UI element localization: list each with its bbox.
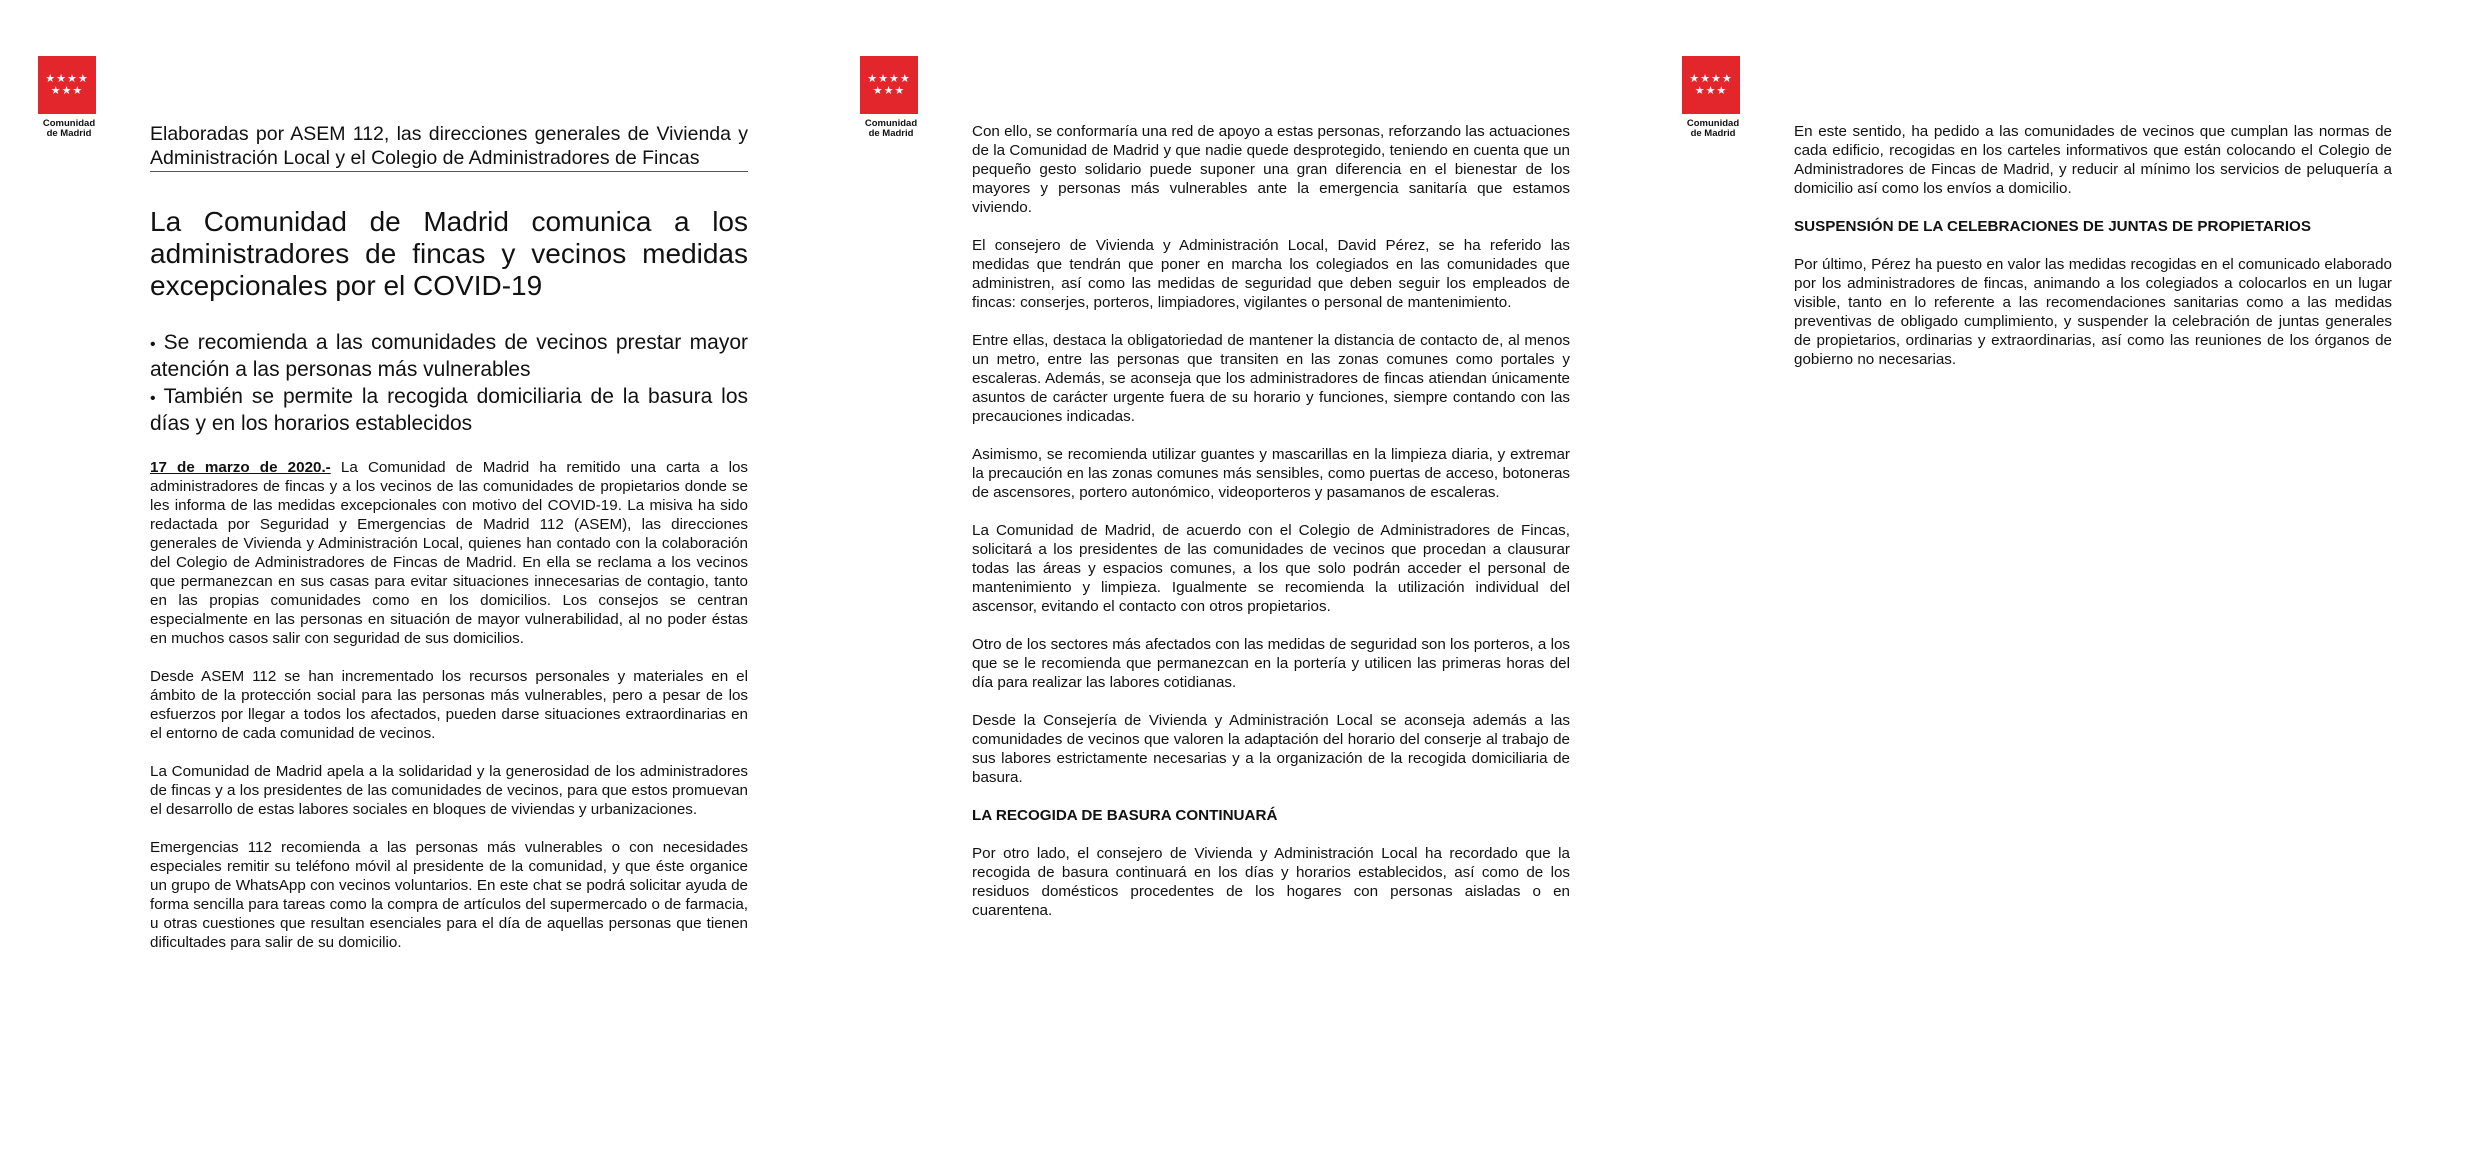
comunidad-de-madrid-logo [38,56,100,139]
paragraph: Desde ASEM 112 se han incrementado los recursos personales y materiales en el ámbito de la protección social para las personas más vulnerables, pero a pesar de los esfuerzos por llegar a todos los afectados, pueden darse situaciones extraordinarias en el entorno de cada comunidad de vecinos. [150,668,748,742]
logo-flag-icon: ★★★★ ★★★ [1682,56,1740,114]
logo-flag-icon: ★★★★ ★★★ [38,56,96,114]
page-3-body [1794,122,2392,388]
logo-line2: de Madrid [868,128,914,139]
paragraph: Entre ellas, destaca la obligatoriedad de mantener la distancia de contacto de, al menos un metro, entre las personas que transiten en las zonas comunes como portales y escaleras. Además, se aconseja que los administradores de fincas atiendan únicamente asuntos de carácter urgente fuera de su horario y funciones, siempre contando con las precauciones indicadas. [972,332,1570,425]
paragraph: Desde la Consejería de Vivienda y Administración Local se aconseja además a las comunidades de vecinos que valoren la adaptación del horario del conserje al trabajo de sus labores estrictamente necesarias y a la organización de la recogida domiciliaria de basura. [972,712,1570,786]
paragraph: Por último, Pérez ha puesto en valor las medidas recogidas en el comunicado elaborado por los administradores de fincas, animando a los colegiados a colocarlos en un lugar visible, tanto en lo referente a las recomendaciones sanitarias como a las medidas preventivas de obligado cumplimiento, y suspender la celebración de juntas generales de propietarios, ordinarias y extraordinarias, así como las reuniones de los órganos de gobierno no necesarias. [1794,256,2392,368]
page-3 [1644,0,2470,1169]
logo-line1: Comunidad [864,118,918,129]
paragraph: Otro de los sectores más afectados con las medidas de seguridad son los porteros, a los que se le recomienda que permanezcan en la portería y utilicen las primeras horas del día para realizar las labores cotidianas. [972,636,1570,691]
paragraph: Emergencias 112 recomienda a las personas más vulnerables o con necesidades especiales remitir su teléfono móvil al presidente de la comunidad, y que éste organice un grupo de WhatsApp con vecinos voluntarios. En este chat se podrá solicitar ayuda de forma sencilla para tareas como la compra de artículos del supermercado o de farmacia, u otras cuestiones que resultan esenciales para el día de aquellas personas que tienen dificultades para salir de su domicilio. [150,839,748,951]
paragraph: Con ello, se conformaría una red de apoyo a estas personas, reforzando las actuaciones de la Comunidad de Madrid y que nadie quede desprotegido, teniendo en cuenta que un pequeño gesto solidario puede suponer una gran diferencia en el bienestar de los mayores y personas más vulnerables ante la emergencia sanitaría que estamos viviendo. [972,123,1570,216]
page-1 [0,0,826,1169]
logo-line1: Comunidad [1686,118,1740,129]
page-title: La Comunidad de Madrid comunica a los administradores de fincas y vecinos medidas excepcionales por el COVID-19 [150,206,748,301]
section-heading: SUSPENSIÓN DE LA CELEBRACIONES DE JUNTAS DE PROPIETARIOS [1794,218,2312,235]
section-heading: LA RECOGIDA DE BASURA CONTINUARÁ [972,807,1278,824]
paragraph: El consejero de Vivienda y Administración Local, David Pérez, se ha referido las medidas que tendrán que poner en marcha los colegiados en las comunidades que administren, así como las medidas de seguridad que deben seguir los empleados de fincas: conserjes, porteros, limpiadores, vigilantes o personal de mantenimiento. [972,237,1570,311]
page-2 [822,0,1648,1169]
paragraph: 17 de marzo de 2020.- La Comunidad de Madrid ha remitido una carta a los administradores de fincas y a los vecinos de las comunidades de propietarios donde se les informa de las medidas excepcionales con motivo del COVID-19. La misiva ha sido redactada por Seguridad y Emergencias de Madrid 112 (ASEM), las direcciones generales de Vivienda y Administración Local, quienes han contado con la colaboración del Colegio de Administradores de Fincas de Madrid. En ella se reclama a los vecinos que permanezcan en sus casas para evitar situaciones innecesarias de contagio, tanto en las propias comunidades como en los domicilios. Los consejos se centran especialmente en las personas en situación de mayor vulnerabilidad, al no poder éstas en muchos casos salir con seguridad de sus domicilios. [150,459,749,647]
bullet-item: • Se recomienda a las comunidades de vecinos prestar mayor atención a las personas más vulnerables [150,331,748,381]
page-1-body [150,122,748,971]
paragraph: Asimismo, se recomienda utilizar guantes y mascarillas en la limpieza diaria, y extremar la precaución en las zonas comunes más sensibles, como puertas de acceso, botoneras de ascensores, portero autonómico, videoporteros y pasamanos de escaleras. [972,446,1570,501]
logo-line2: de Madrid [46,128,92,139]
press-date: 17 de marzo de 2020.- [150,459,331,476]
paragraph: En este sentido, ha pedido a las comunidades de vecinos que cumplan las normas de cada edificio, recogidas en los carteles informativos que están colocando el Colegio de Administradores de Fincas de Madrid, y reducir al mínimo los servicios de peluquería a domicilio así como los envíos a domicilio. [1794,123,2392,197]
comunidad-de-madrid-logo [1682,56,1744,139]
paragraph: Por otro lado, el consejero de Vivienda y Administración Local ha recordado que la recogida de basura continuará en los días y horarios establecidos, así como de los residuos domésticos procedentes de los hogares con personas aisladas o en cuarentena. [972,845,1570,919]
logo-line2: de Madrid [1690,128,1736,139]
logo-flag-icon: ★★★★ ★★★ [860,56,918,114]
bullet-icon: • [150,390,156,407]
comunidad-de-madrid-logo [860,56,922,139]
logo-line1: Comunidad [42,118,96,129]
bullet-icon: • [150,336,156,353]
paragraph: La Comunidad de Madrid, de acuerdo con el Colegio de Administradores de Fincas, solicitará a los presidentes de las comunidades de vecinos que procedan a clausurar todas las áreas y espacios comunes, a los que solo podrán acceder el personal de mantenimiento y limpieza. Igualmente se recomienda la utilización individual del ascensor, evitando el contacto con otros propietarios. [972,522,1570,615]
bullet-item: • También se permite la recogida domiciliaria de la basura los días y en los horarios establecidos [150,385,748,435]
intro-line: Elaboradas por ASEM 112, las direcciones generales de Vivienda y Administración Local y el Colegio de Administradores de Fincas [150,122,748,172]
summary-bullets [150,330,748,436]
page-2-body [972,122,1570,939]
paragraph: La Comunidad de Madrid apela a la solidaridad y la generosidad de los administradores de fincas y a los presidentes de las comunidades de vecinos, para que estos promuevan el desarrollo de estas labores sociales en bloques de viviendas y urbanizaciones. [150,763,748,818]
